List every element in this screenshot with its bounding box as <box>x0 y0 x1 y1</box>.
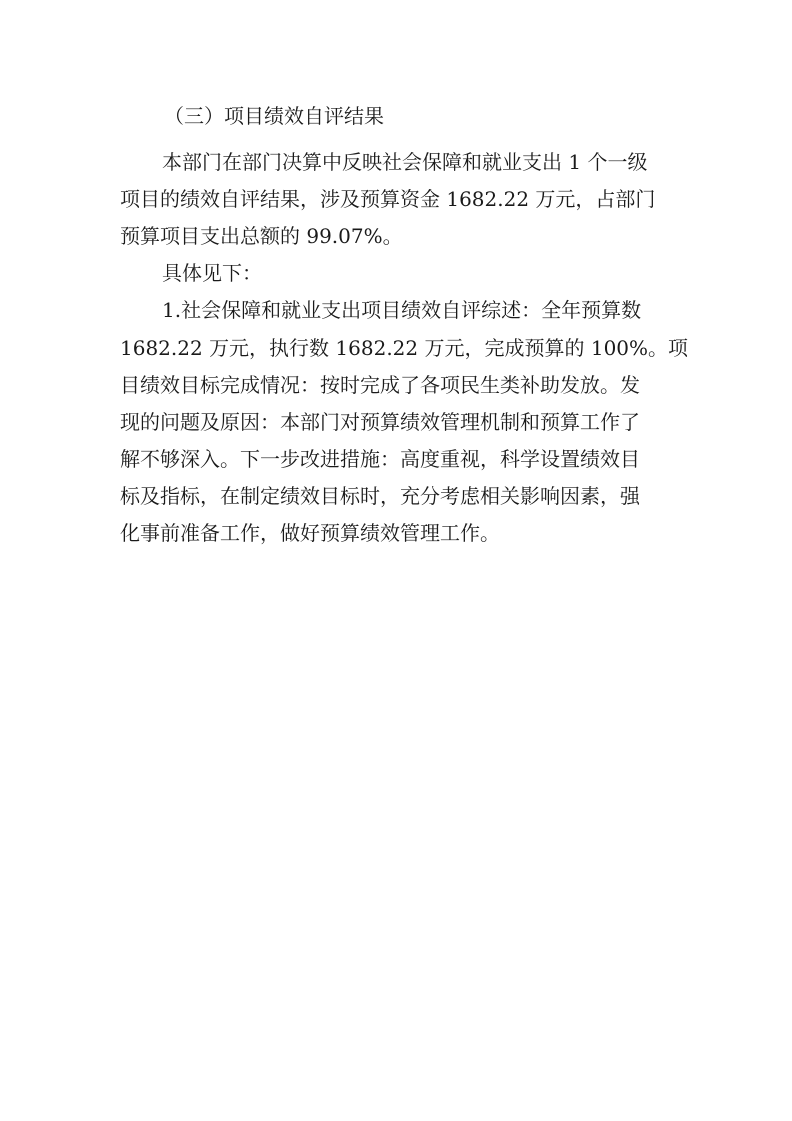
paragraph-3-line-4: 现的问题及原因：本部门对预算绩效管理机制和预算工作了 <box>120 410 640 434</box>
paragraph-3-line-3: 目绩效目标完成情况：按时完成了各项民生类补助发放。发 <box>120 373 640 397</box>
paragraph-3-line-6: 标及指标，在制定绩效目标时，充分考虑相关影响因素，强 <box>120 484 640 508</box>
paragraph-3-line-2: 1682.22 万元，执行数 1682.22 万元，完成预算的 100%。项 <box>120 336 689 360</box>
paragraph-3-line-1: 1.社会保障和就业支出项目绩效自评综述：全年预算数 <box>162 298 642 322</box>
paragraph-1-line-3: 预算项目支出总额的 99.07%。 <box>120 224 403 248</box>
paragraph-1-line-2: 项目的绩效自评结果，涉及预算资金 1682.22 万元，占部门 <box>120 187 656 211</box>
paragraph-3-line-7: 化事前准备工作，做好预算绩效管理工作。 <box>120 521 500 545</box>
section-heading: （三）项目绩效自评结果 <box>164 104 384 128</box>
paragraph-2-line-1: 具体见下： <box>162 261 262 285</box>
paragraph-3-line-5: 解不够深入。下一步改进措施：高度重视，科学设置绩效目 <box>120 447 640 471</box>
paragraph-1-line-1: 本部门在部门决算中反映社会保障和就业支出 1 个一级 <box>162 150 648 174</box>
